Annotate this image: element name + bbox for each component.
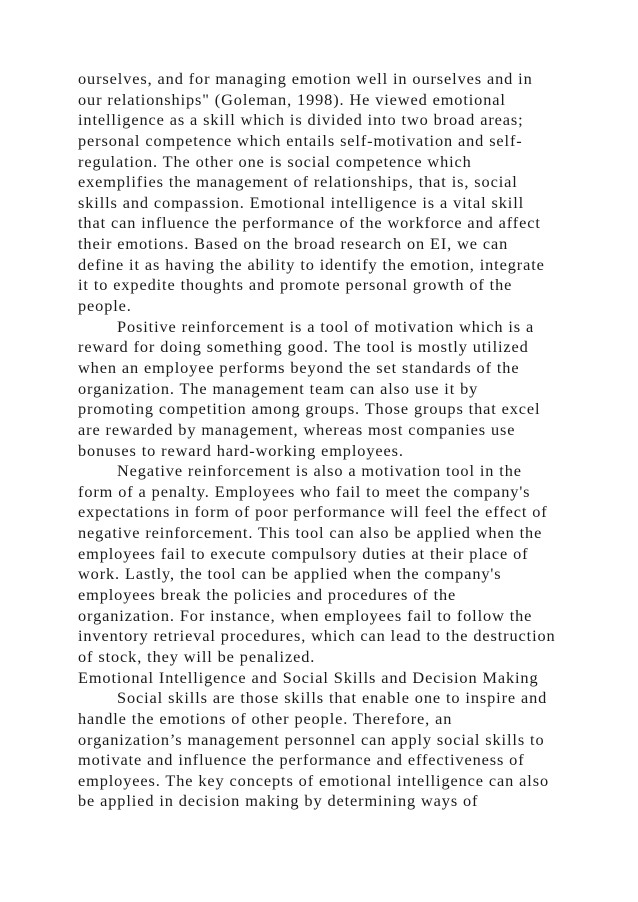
text-line: people.: [78, 296, 132, 316]
text-line: organization’s management personnel can apply social skills to: [78, 729, 545, 749]
text-line: are rewarded by management, whereas most companies use: [78, 419, 516, 439]
text-line: intelligence as a skill which is divided into two broad areas;: [78, 110, 524, 130]
text-line: inventory retrieval procedures, which can lead to the destruction: [78, 626, 556, 646]
text-line: it to expedite thoughts and promote personal growth of the: [78, 275, 513, 295]
text-line: exemplifies the management of relationships, that is, social: [78, 172, 518, 192]
text-line: negative reinforcement. This tool can also be applied when the: [78, 523, 543, 543]
section-heading: Emotional Intelligence and Social Skills and Decision Making: [78, 667, 539, 687]
text-line: of stock, they will be penalized.: [78, 646, 316, 666]
body-text: [78, 69, 556, 812]
text-line: when an employee performs beyond the set standards of the: [78, 357, 520, 377]
text-line: employees break the policies and procedures of the: [78, 585, 457, 605]
text-line: employees. The key concepts of emotional intelligence can also: [78, 770, 549, 790]
text-line: Social skills are those skills that enable one to inspire and: [117, 688, 548, 708]
text-line: work. Lastly, the tool can be applied when the company's: [78, 564, 502, 584]
text-line: bonuses to reward hard-working employees.: [78, 440, 404, 460]
text-line: organization. For instance, when employees fail to follow the: [78, 605, 533, 625]
text-line: our relationships" (Goleman, 1998). He viewed emotional: [78, 89, 506, 109]
text-line: promoting competition among groups. Those groups that excel: [78, 399, 541, 419]
text-line: their emotions. Based on the broad research on EI, we can: [78, 234, 509, 254]
text-line: skills and compassion. Emotional intelligence is a vital skill: [78, 192, 525, 212]
text-line: define it as having the ability to identify the emotion, integrate: [78, 254, 545, 274]
text-line: that can influence the performance of the workforce and affect: [78, 213, 541, 233]
text-line: employees fail to execute compulsory duties at their place of: [78, 543, 529, 563]
text-line: personal competence which entails self-motivation and self-: [78, 130, 523, 150]
text-line: Positive reinforcement is a tool of motivation which is a: [117, 316, 535, 336]
text-line: be applied in decision making by determining ways of: [78, 791, 479, 811]
text-line: organization. The management team can also use it by: [78, 378, 479, 398]
text-line: motivate and influence the performance and effectiveness of: [78, 750, 525, 770]
text-line: reward for doing something good. The tool is mostly utilized: [78, 337, 529, 357]
text-line: form of a penalty. Employees who fail to meet the company's: [78, 481, 531, 501]
text-line: Negative reinforcement is also a motivation tool in the: [117, 461, 522, 481]
text-line: regulation. The other one is social competence which: [78, 151, 472, 171]
text-line: handle the emotions of other people. Therefore, an: [78, 708, 453, 728]
text-line: ourselves, and for managing emotion well in ourselves and in: [78, 69, 533, 88]
text-line: expectations in form of poor performance will feel the effect of: [78, 502, 548, 522]
